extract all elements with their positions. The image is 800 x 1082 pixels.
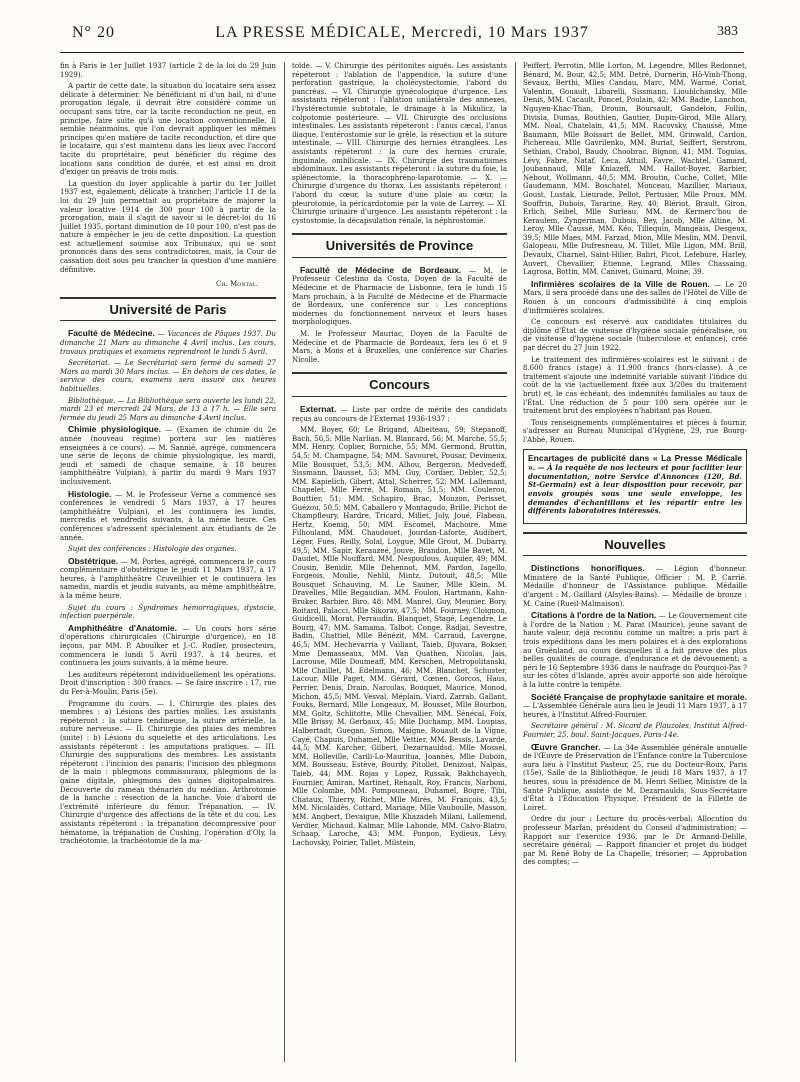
paragraph: — M. le Professeur Celestino da Costa, Doyen de la Faculté de Médecine et de Pharmacie de Lisbonne, fera le lundi 15 Mars prochain, à la Faculté de Médecine et de Pharmacie de Bordeaux, une conférence sur : Les conceptions modernes du fonctionnement nerveux et leurs bases morphologiques. xyxy=(292,266,507,327)
subheading: Infirmières scolaires de la Ville de Rouen. xyxy=(531,278,710,289)
column-rule xyxy=(515,62,516,1062)
subheading: Chimie physiologique. xyxy=(68,424,161,435)
paragraph: Programme du cours. — I. Chirurgie des plaies des membres : a) Lésions des parties molles. Les assistants répéteront : la suture tendineuse, la suture artérielle, la suture nerveuse. — II. Chirurgie des plaies des membres (suite) : b) Lésions du squelette et des articulations. Les assistants répéteront : les amputations pratiques. — III. Chirurgie des suppurations des membres. Les assistants répéteront : l'incision des panaris; l'incision des phlegmons de la main : phlegmons commissuraux, phlegmons de la gaine digitale, phlegmons des gaines digitopalmaires. Découverte du rameau thénarien du médian. Arthrotomie de la hanche : résection de la hanche. Voie d'abord de l'extrémité inférieure du fémur. Trépanation. — IV. Chirurgie d'urgence des affections de la tête et du cou. Les assistants répéteront : la trépanation décompressive pour hématome, la trépanation de Cushing, l'opération d'Oly, la trachéotomie, la trachéotomie de la ma- xyxy=(60,699,276,846)
section-title-concours: Concours xyxy=(292,372,507,397)
column-3 xyxy=(523,62,747,870)
subheading: Faculté de Médecine. xyxy=(68,328,155,339)
paragraph: fin à Paris le 1er Juillet 1937 (article 2 de la loi du 29 Juin 1929). xyxy=(60,62,276,79)
author-signature: Ch. Montal. xyxy=(215,280,258,289)
column-rule xyxy=(284,62,285,1062)
page-header xyxy=(60,18,744,53)
subheading: Externat. xyxy=(300,404,337,414)
paragraph: — À la requête de nos lecteurs et pour faciliter leur documentation, notre Service d'Annonces (120, Bd. St-Germain) est à leur disposition pour recevoir, par envois groupés sous une seule enveloppe, les demandes d'échantillons et les répartir entre les différents laboratoires intéressés. xyxy=(528,463,742,516)
subheading: Œuvre Grancher. xyxy=(531,741,601,752)
paragraph: Secrétaire général : M. Sicard de Plauzoles, Institut Alfred-Fournier, 25, boul. Saint-Jacques, Paris-14e. xyxy=(523,722,747,739)
subheading: Histologie. xyxy=(68,488,112,499)
subheading: Faculté de Médecine de Bordeaux. xyxy=(300,264,462,275)
paragraph: — L'Assemblée Générale aura lieu le Jeudi 11 Mars 1937, à 17 heures, à l'Institut Alfred-Fournier. xyxy=(523,702,747,719)
paragraph: — Légion d'honneur. Ministère de la Santé Publique, Officier : M. P. Carrié. Médaille d'honneur de l'Assistance publique. Médaille d'argent : M. Gaillard (Alsyles-Bains). — Médaille de bronze : M. Caine (Rueil-Malmaison). xyxy=(523,565,747,608)
paragraph: — Liste par ordre de mérite des candidats reçus au concours de l'Externat 1936-1937 : xyxy=(292,406,507,423)
paragraph: Sujet du cours : Syndromes hémorragiques, dystocie, infection puerpérale. xyxy=(60,603,276,621)
paragraph: A partir de cette date, la situation du locataire sera assez délicate à déterminer. Ne bénéficiant ni d'un bail, ni d'une prorogation légale, il devrait être considéré comme un occupant sans titre, car la tacite reconduction ne peut, en principe, faire suite qu'à une location conventionnelle. Il semble néanmoins, que l'on devrait appliquer les mêmes principes qu'en matière de tacite reconduction, et dire que le locataire, qui s'est maintenu dans les lieux avec l'accord tacite du propriétaire, peut bénéficier du régime des locations sans condition de durée, et est ainsi en droit d'exiger un préavis de trois mois. xyxy=(60,82,276,177)
paragraph: Secrétariat. — Le Secrétariat sera fermé du samedi 27 Mars au mardi 30 Mars inclus. — En dehors de ces dates, le service des cours, examens sera assuré aux heures habituelles. xyxy=(60,359,276,393)
subheading: Distinctions honorifiques. xyxy=(531,563,645,574)
journal-title: LA PRESSE MÉDICALE, Mercredi, 10 Mars 1937 xyxy=(215,24,589,41)
subheading: Amphithéâtre d'Anatomie. xyxy=(68,622,177,633)
paragraph: — (Examen de chimie du 2e année (nouveau régime) portera sur les matières enseignées à ce cours). — M. Sannié, agrégé, commencera une série de leçons de chimie physiologique, les mardi, jeudi et samedi de chaque semaine, à 18 heures (amphithéâtre Vulpian), à partir du mardi 9 Mars 1937 inclusivement. xyxy=(60,426,276,486)
page-number: 383 xyxy=(717,24,738,39)
subheading: Encartages de publicité dans « La Presse Médicale ». xyxy=(528,452,742,473)
paragraph: — M. Portes, agrégé, commencera le cours complémentaire d'obstétrique le jeudi 11 Mars 1937, à 17 heures, à l'amphithéâtre Cruveilhier et le continuera les samedis, mardis et jeudis suivants, au même amphithéâtre, à la même heure. xyxy=(60,557,276,601)
paragraph: Ordre du jour : Lecture du procès-verbal; Allocution du professeur Marfan, président du Conseil d'administration; — Rapport sur l'exercice 1936, par le Dr Armand-Delille, secrétaire général; — Rapport financier et projet du budget par M. René Boby de La Chapelle, trésorier; — Approbation des comptes; — xyxy=(523,815,747,867)
paragraph: — Vacances de Pâques 1937. Du dimanche 21 Mars au dimanche 4 Avril inclus. Les cours, travaux pratiques et examens reprendront le lundi 5 Avril. xyxy=(60,330,277,356)
paragraph: — Le 20 Mars, il sera procédé dans une des salles de l'Hôtel de Ville de Rouen à un concours d'admissibilité à cinq emplois d'infirmières scolaires. xyxy=(523,280,747,315)
paragraph: — Un cours hors série d'opérations chirurgicales (Chirurgie d'urgence), en 18 leçons, par MM. P. Aboulker et J.-C. Rudler, prosecteurs, commencera le lundi 5 Avril 1937, à 14 heures, et continuera les jours suivants, à la même heure. xyxy=(60,624,276,668)
paragraph: — M. le Professeur Verne a commencé ses conférences le vendredi 5 Mars 1937, à 17 heures (amphithéâtre Vulpian), et les continuera les lundis, mercredis et vendredis suivants, à la même heure. Ces conférences s'adressent spécialement aux étudiants de 2e année. xyxy=(60,490,276,542)
column-1 xyxy=(60,62,276,849)
paragraph: Ce concours est réservé aux candidates titulaires du diplôme d'État de visiteuse d'hygiène sociale généralisée, ou de visiteuse d'hygiène sociale (tuberculose et enfance), créé par décret du 27 Juin 1922. xyxy=(523,318,747,352)
subheading: Société Française de prophylaxie sanitaire et morale. xyxy=(531,691,747,702)
paragraph: Les auditeurs répéteront individuellement les opérations. Droit d'inscription : 300 francs. — Se faire inscrire : 17, rue du Fer-à-Moulin, Paris (5e). xyxy=(60,670,276,696)
subheading: Obstétrique. xyxy=(68,555,119,566)
column-2 xyxy=(292,62,507,850)
advertisement-box xyxy=(523,449,747,524)
section-title-universites-province: Universités de Province xyxy=(292,233,507,258)
candidate-list: MM. Boyer, 60; Le Brigand, Albeiteau, 59; Stepanoff, Bach, 56,5; Mlle Narlian, M. Blancard, 56; M. Marche, 55,5; MM. Henry, Coplier, Borniche, 55; MM. Germond, Bruttin, 54,5; M. Champagne, 54; MM. Savouret, Pousar, Devimeux, Mlle Bousquet, 53,5; MM. Alhou, Bergeron, Medvedeff, Sissmann, Dausset, 53; MM. Guy, Cordier, Debler, 52,5; MM. Kapielich, Gibert, Attal, Scherrer, 52; MM. Lallemant, Chapelet, Mlle Ferré, M. Romain, 51,5; MM. Coulerou, Bouttier, 51; MM. Schapiro, Brac, Mouzon, Perisset, Guézou, 50,5; MM. Caballero y Montagudo, Brille, Pichot de Champfleury, Hardre, Tricard, Millet, Joly, Joué, Flabeau, Hertz, Koenig, 50; MM. Escomel, Machoire, Mme Filhouland, MM. Chaudouet, Jourdan-Laforte, Audibert, Léger, Fues, Reilly, Solal, Loygue, Mlle Grout, M. Dubarry, 49,5; MM. Sapir, Kerauzeé, Jouve, Brandon, Mlle Bavet, M. Daudet, Mlle Nouffard, MM. Nespoulous, Auquier, 49; MM. Cousin, Benidir, Mlle Dehennot, MM. Pardon, Iagello, Forgeois, Moulle, Nehlil, Mintz, Dutouit, 48,5; Mlle Bousquet Schauving, M. Le Sauner, Mlle Klein, M. Dravelles, Mlle Begaudian, MM. Foulon, Hartmann, Kahn-Bruker, Barbier, Biro, 48; MM. Manrel, Guy, Meunier, Bory, Roitard, Palacci, Mlle Sikorav, 47,5; MM. Fourney, Cloignon, Guidicelli, Morat, Perraudin, Blanquet, Stagé, Legendre, Le Bourg, 47; MM. Samama, Talbot, Conge, Radjai, Sevestre, Badin, Chattiel, Mlle Bénézit, MM. Carraud, Lavergne, 46,5; MM. Hechevarria y Vaillant, Taieb, Djuvara, Bokser, Mme Demasseaux, MM. Van Quathen, Nicolas, Jais, Lacrouse, Mlle Doumeaff, MM. Kerschen, Metropolitanski, Mlle Chaillet, M. Edelmann, 46; MM. Blanchet, Schuster, Lacour, Mlle Paget, MM. Gérard, Cœnen, Gorcos, Haus, Perrier, Denis, Drain, Narcolas, Bouquet, Maurice, Monod, Michon, 45,5; MM. Vesval, Méplain, Viard, Zarrab, Gallant, Fouks, Bernard, Mlle Longeaux, M. Bousset, Mlle Bourbon, MM. Goltz, Schlitotte, Mlle Chevallier, MM. Sénécal, Foix, Mlle Brissy, M. Gerbaux, 45; Mlle Duchamp, MM. Loupias, Halbertadt, Guegan, Simon, Maigne, Rouault de la Vigne, Cayé, Chapuis, Duhamel, Mlle Vettier, MM. Bessis, Lavarde, 44,5; MM. Karcher, Gilbert, Dezarnauldsd, Mlle Mossel, MM. Holleville, Carili-Lo-Mauritua, Joannès, Mlle Duboin, MM. Bousseau, Estève, Bourdy, Pitollet, Denizoat, Nalpas, Taieb, 44; MM. Rojas y Lopez, Russak, Bakhchayech, Fournier, Amiran, Martinet, Renault, Roy, Francis, Narboni, Mlle Colombe, MM. Pompouneau, Duhamel, Bogré, Tibi, Chataux, Thierry, Richet, Mlle Mirès, M. François, 43,5; MM. Nicolaidès, Cottard, Mariage, Mlle Vauboulle, Masson, MM. Angbert, Devaigue, Mlle Khazadeh Milani, Lallemend, Verdier, Michaud, Kalmar, Mlle Labonde, MM. Calvo-Blatro, Schaap, Laroche, 43; MM. Ponpon, Eydieux, Lévy, Lachovsky, Poirier, Tallet, Milstein, xyxy=(292,426,507,847)
section-title-universite-paris: Université de Paris xyxy=(60,297,276,322)
candidate-list: Peiffert, Perrotin, Mlle Lorton, M. Legendre, Mlles Redonnet, Bénard, M. Bour, 42,5; MM. Detré, Durnerin, Hô-Vinh-Thong, Sevaux, Berthi, Mlles Candau, Marc, MM. Warmé, Coriat, Valentin, Gouault, Libarelli, Sissmann, Lioublchansky, Mlle Denis, MM. Cacault, Poncet, Poulain, 42; MM. Badie, Lanchon, Nguyen-Khac-Than, Drouin, Boursault, Gandelon, Follin, Divisia, Dumas, Bouthien, Gautier, Dupin-Girod, Mlle Allary, MM. Noal, Chatelain, 41,5; MM. Racovsky, Chaussé, Mme Baumann, Mlle Boissart de Bellet, MM. Grinwald, Cardon, Pichereau, Mlle Gavrilenko, MM. Buriat, Seiffert, Serstrom, Sethian, Crabol, Baudy, Choobrac, Bignon, 41; MM. Toguias, Lévy, Fabre, Nataf, Leca, Attuil, Favre, Wachtel, Gamard, Joubannaud, Mlle Kniazeff, MM. Hallot-Boyer, Barbier, Nebout, Wollmann, 40,5; MM. Broutin, Cuche, Collet, Mlle Gaudemann, MM. Boschatel, Monceau, Mazillier, Mariaux, Goust, Lustak, Lieurade, Pellot, Pertusier, Mlle Proux, MM. Souffrin, Dubois, Tararine, Rey, 40; Blériot, Brault, Giron, Erlich, Seibel, Mlle Surleau, MM. de Kermerc'hou de Keraulem, Zyngerman, Dubois, Bey, Jacob, Mlle Altine, M. Leroy, Mlle Caussé, MM. Kéo, Tillequin, Mangeais, Desgeux, 39,5; Mlle Maes, MM. Farzad, Mion, Mlle Meslin, MM. Denvil, Galopeau, Mlle Dufresneau, M. Tillet, Mlle Ligon, MM. Brill, Devaulx, Charnel, Saint-Hilier, Bahri, Picot, Lefebure, Harley, Auvert, Chevallier, Etienne, Legrand, Mlles Chassaing, Lagrosa, Bottin, MM. Canivet, Guinard, Moine, 39. xyxy=(523,62,747,277)
paragraph: M. le Professeur Mauriac, Doyen de la Faculté de Médecine et de Pharmacie de Bordeaux, fera les 6 et 9 Mars, à Mons et à Bruxelles, une conférence sur Charles Nicolle. xyxy=(292,330,507,364)
paragraph: toïde. — V. Chirurgie des péritonites aiguës. Les assistants répéteront : l'ablation de l'appendice, la suture d'une perforation gastrique, la cholécystectomie, l'abord du pancréas. — VI. Chirurgie gynécologique d'urgence. Les assistants répéteront : l'ablation unilatérale des annexes, l'hystérectomie subtotale, le drainage à la Mikulicz, la colpotomie postérieure. — VII. Chirurgie des occlusions intestinales. Les assistants répéteront : l'anus cæcal, l'anus iliaque, l'entérostomie sur le grêle, la résection et la suture intestinale. — VIII. Chirurgie des hernies étranglées. Les assistants répéteront : la cure des hernies crurale, inguinale, ombilicale. — IX. Chirurgie des traumatismes abdominaux. Les assistants répéteront : la suture du foie, la splénectomie, la thoracophréno-laparotomie. — X. — Chirurgie d'urgence du thorax. Les assistants répéteront : l'abord du cœur, la suture d'une plaie au cœur, la pleurotomie, la péricardotomie par la voie de Larrey. — XI. Chirurgie urinaire d'urgence. Les assistants répéteront : la cystostomie, la décapsulation rénale, la néphrostomie. xyxy=(292,62,507,225)
section-title-nouvelles: Nouvelles xyxy=(523,532,747,557)
paragraph: Le traitement des infirmières-scolaires est le suivant : de 8.600 francs (stage) à 11.900 francs (hors-classe). À ce traitement s'ajoute une indemnité variable suivant l'indice du coût de la vie (actuellement fixée aux 3/20es du traitement brut) et, le cas échéant, des indemnités familiales au taux de l'État. Une réduction de 5 pour 100 sera opérée sur le traitement brut des employées n'habitant pas Rouen. xyxy=(523,355,747,416)
paragraph: La question du loyer applicable à partir du 1er Juillet 1937 est, également, délicate à trancher; l'article 11 de la loi du 29 Juin permettait au propriétaire de majorer la valeur locative 1914 de 300 pour 100 à partir de la prorogation, mais il s'agit de savoir si le décret-loi du 16 Juillet 1935, portant diminution de 10 pour 100, n'est pas de nature à empêcher le jeu de cette disposition. La question est actuellement soumise aux Tribunaux, qui se sont prononcés dans des sens contradictoires, mais, la Cour de cassation doit sous peu trancher la question d'une manière définitive. xyxy=(60,179,276,274)
paragraph: — Le Gouvernement cite à l'ordre de la Nation : M. Parat (Maurice), jeune savant de haute valeur, déjà reconnu comme un maître; a pris part à trois expéditions dans les mers polaires et à des explorations au Groënland, au cours desquelles il a fait preuve des plus belles qualités de courage, d'endurance et de dévouement; a péri le 16 Septembre 1936 dans le naufrage du Pourquoi-Pas ? sur les côtes d'Islande, après avoir apporté son aide héroïque à la lutte contre la tempête. xyxy=(523,612,747,689)
paragraph: Bibliothèque. — La Bibliothèque sera ouverte les lundi 22, mardi 23 et mercredi 24 Mars, de 13 à 17 h. — Elle sera fermée du jeudi 25 Mars au dimanche 4 Avril inclus. xyxy=(60,396,276,422)
paragraph: Sujet des conférences : Histologie des organes. xyxy=(68,545,237,554)
issue-number: N° 20 xyxy=(72,24,115,41)
paragraph: — La 34e Assemblée générale annuelle de l'Œuvre de Préservation de l'Enfance contre la Tuberculose aura lieu à l'Institut Pasteur, 25, rue du Docteur-Roux, Paris (15e), Salle de la Bibliothèque, le jeudi 18 Mars 1937, à 17 heures, sous la présidence de M. Henri Sellier, Ministre de la Santé Publique, assisté de M. Dezarnaulds, Sous-Secrétaire d'État à l'Éducation Physique, Président de la Fillette de Loiret. xyxy=(523,743,747,812)
paragraph: Tous renseignements complémentaires et pièces à fournir, s'adresser au Bureau Municipal d'Hygiène, 29, rue Bourg-l'Abbé, Rouen. xyxy=(523,418,747,444)
subheading: Citations à l'ordre de la Nation. xyxy=(531,610,657,621)
